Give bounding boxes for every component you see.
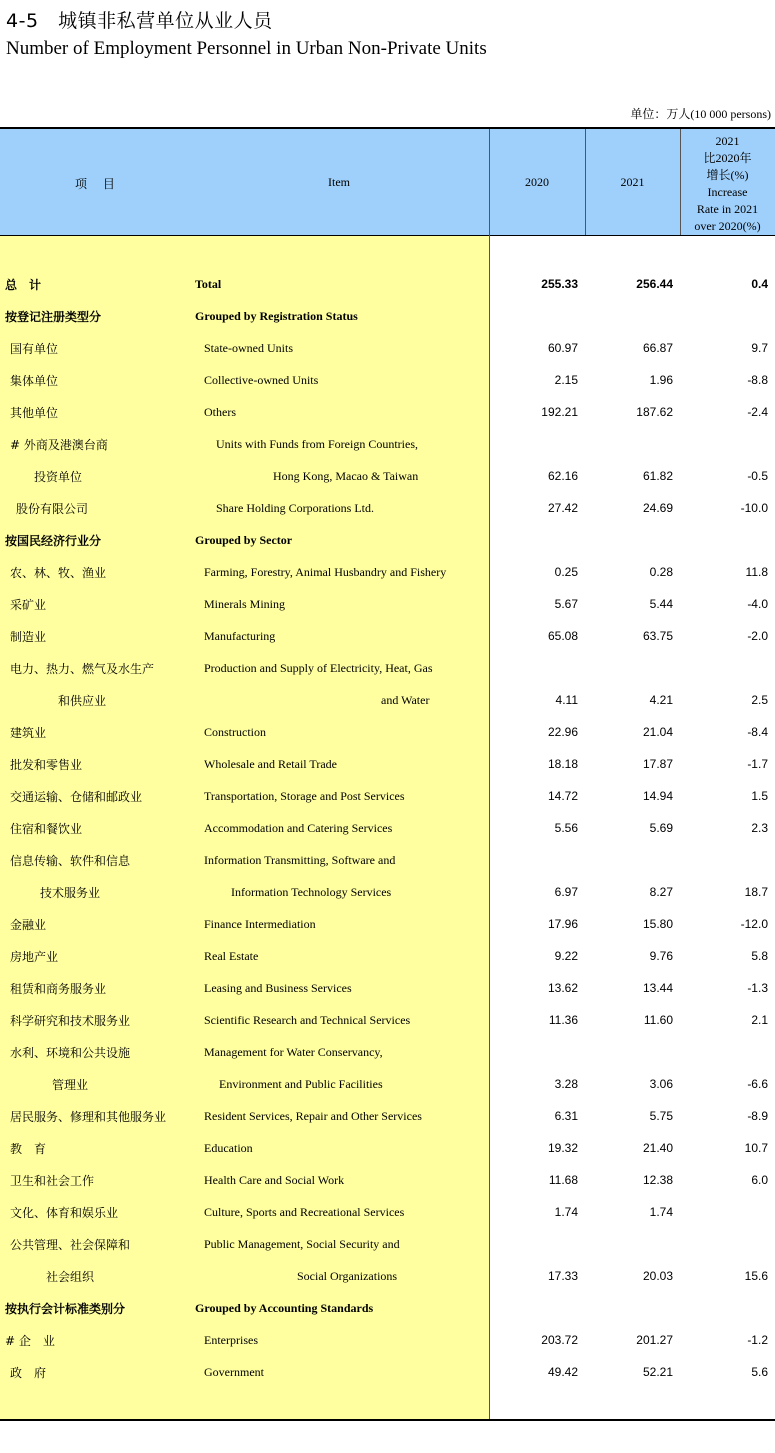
value-2020: 27.42 xyxy=(547,501,578,515)
value-2020: 49.42 xyxy=(547,1365,578,1379)
value-2021: 4.21 xyxy=(649,693,673,707)
row-label-cn: 交通运输、仓储和邮政业 xyxy=(10,790,143,804)
value-rate: 1.5 xyxy=(751,789,768,803)
row-label-en: Minerals Mining xyxy=(204,597,285,611)
table-title-cn xyxy=(6,6,273,33)
table-row xyxy=(0,332,775,364)
value-2021: 5.44 xyxy=(649,597,673,611)
value-rate: -1.2 xyxy=(747,1333,768,1347)
table-row xyxy=(0,1068,775,1100)
unit-cn: 单位：万人 xyxy=(630,107,691,121)
row-label-cn: 其他单位 xyxy=(10,406,59,420)
row-label-cn: 按登记注册类型分 xyxy=(5,310,102,324)
table-row xyxy=(0,1228,775,1260)
header-item-en: Item xyxy=(328,175,350,189)
table-row xyxy=(0,844,775,876)
row-label-en: Production and Supply of Electricity, Heat, Gas xyxy=(204,661,433,675)
value-2021: 3.06 xyxy=(649,1077,673,1091)
header-rate-line: 增长(%) xyxy=(706,168,749,182)
row-label-cn: 文化、体育和娱乐业 xyxy=(10,1206,119,1220)
table-row xyxy=(0,1132,775,1164)
table-row xyxy=(0,1036,775,1068)
value-rate: -8.4 xyxy=(747,725,768,739)
value-rate: -6.6 xyxy=(747,1077,768,1091)
value-2020: 11.36 xyxy=(548,1013,578,1027)
row-label-cn: 卫生和社会工作 xyxy=(10,1174,95,1188)
row-label-cn: 和供应业 xyxy=(58,694,107,708)
row-label-en: Units with Funds from Foreign Countries, xyxy=(216,437,419,451)
value-rate: -1.3 xyxy=(747,981,768,995)
table-row xyxy=(0,268,775,300)
value-2021: 17.87 xyxy=(642,757,673,771)
row-label-en: Manufacturing xyxy=(204,629,276,643)
table-row xyxy=(0,1004,775,1036)
value-2021: 187.62 xyxy=(636,405,673,419)
table-row xyxy=(0,716,775,748)
value-rate: 10.7 xyxy=(744,1141,768,1155)
value-2021: 201.27 xyxy=(636,1333,673,1347)
value-rate: -0.5 xyxy=(747,469,768,483)
value-rate: 5.8 xyxy=(751,949,768,963)
value-2020: 6.31 xyxy=(554,1109,578,1123)
value-2021: 61.82 xyxy=(642,469,673,483)
row-label-cn: 住宿和餐饮业 xyxy=(10,822,83,836)
value-2021: 1.96 xyxy=(649,373,673,387)
value-2021: 20.03 xyxy=(642,1269,673,1283)
row-label-en: Grouped by Registration Status xyxy=(195,309,358,323)
row-label-cn: 管理业 xyxy=(52,1078,89,1092)
value-2020: 13.62 xyxy=(547,981,578,995)
table-row xyxy=(0,1100,775,1132)
row-label-en: Farming, Forestry, Animal Husbandry and Fishery xyxy=(204,565,447,579)
value-rate: 2.1 xyxy=(751,1013,768,1027)
row-label-en: Information Transmitting, Software and xyxy=(204,853,396,867)
header-rate-line: 比2020年 xyxy=(703,151,752,165)
value-2021: 21.04 xyxy=(642,725,673,739)
row-label-en: Government xyxy=(204,1365,264,1379)
value-rate: -8.9 xyxy=(747,1109,768,1123)
value-2021: 14.94 xyxy=(642,789,673,803)
table-row xyxy=(0,652,775,684)
row-label-cn: 公共管理、社会保障和 xyxy=(10,1238,131,1252)
table-row xyxy=(0,1260,775,1292)
value-2020: 17.33 xyxy=(547,1269,578,1283)
row-label-en: Grouped by Accounting Standards xyxy=(195,1301,374,1315)
table-row xyxy=(0,908,775,940)
table-title-en: Number of Employment Personnel in Urban Non-Private Units xyxy=(6,38,487,59)
value-2020: 22.96 xyxy=(547,725,578,739)
value-rate: 5.6 xyxy=(751,1365,768,1379)
row-label-en: Leasing and Business Services xyxy=(204,981,352,995)
value-rate: 2.5 xyxy=(751,693,768,707)
value-rate: -1.7 xyxy=(747,757,768,771)
bottom-rule xyxy=(0,1419,775,1421)
value-2020: 60.97 xyxy=(547,341,578,355)
row-label-en: Health Care and Social Work xyxy=(204,1173,345,1187)
table-row xyxy=(0,1164,775,1196)
value-2021: 21.40 xyxy=(642,1141,673,1155)
value-2020: 255.33 xyxy=(541,277,578,291)
value-rate: 18.7 xyxy=(744,885,768,899)
header-rate-line: over 2020(%) xyxy=(694,219,761,233)
row-label-cn: 采矿业 xyxy=(10,598,47,612)
header-rate-line: Increase xyxy=(707,185,748,199)
table-row xyxy=(0,428,775,460)
value-2020: 18.18 xyxy=(547,757,578,771)
value-rate: -12.0 xyxy=(740,917,768,931)
row-label-cn: 投资单位 xyxy=(34,470,83,484)
header-item-cn: 项 目 xyxy=(75,177,121,191)
row-label-en: State-owned Units xyxy=(204,341,293,355)
value-2020: 3.28 xyxy=(554,1077,578,1091)
row-label-en: Management for Water Conservancy, xyxy=(204,1045,383,1059)
row-label-en: Construction xyxy=(204,725,266,739)
value-2021: 15.80 xyxy=(642,917,673,931)
value-2021: 1.74 xyxy=(649,1205,673,1219)
row-label-en: Finance Intermediation xyxy=(204,917,316,931)
value-rate: 9.7 xyxy=(751,341,768,355)
row-label-en: Accommodation and Catering Services xyxy=(204,821,393,835)
row-label-cn: 科学研究和技术服务业 xyxy=(10,1014,131,1028)
table-row xyxy=(0,972,775,1004)
value-2020: 17.96 xyxy=(547,917,578,931)
row-label-cn: 教 育 xyxy=(10,1142,47,1156)
row-label-en: Total xyxy=(195,277,222,291)
row-label-cn: 政 府 xyxy=(10,1366,47,1380)
table-row xyxy=(0,460,775,492)
unit-note xyxy=(630,105,771,122)
value-2021: 52.21 xyxy=(642,1365,673,1379)
table-row xyxy=(0,300,775,332)
table-row xyxy=(0,524,775,556)
value-2021: 12.38 xyxy=(642,1173,673,1187)
row-label-cn: 国有单位 xyxy=(10,342,59,356)
row-label-en: Hong Kong, Macao & Taiwan xyxy=(273,469,419,483)
table-row xyxy=(0,556,775,588)
value-2021: 24.69 xyxy=(642,501,673,515)
value-2020: 5.67 xyxy=(554,597,578,611)
row-label-en: Culture, Sports and Recreational Services xyxy=(204,1205,405,1219)
header-rate-line: 2021 xyxy=(715,134,740,148)
value-2020: 1.74 xyxy=(554,1205,578,1219)
value-2021: 5.69 xyxy=(649,821,673,835)
value-rate: 6.0 xyxy=(751,1173,768,1187)
header-rule xyxy=(0,235,775,236)
value-2020: 203.72 xyxy=(541,1333,578,1347)
row-label-cn: 金融业 xyxy=(10,918,47,932)
header-rate xyxy=(680,133,775,235)
value-2020: 14.72 xyxy=(547,789,578,803)
row-label-cn: 社会组织 xyxy=(46,1270,95,1284)
table-row xyxy=(0,940,775,972)
value-2021: 0.28 xyxy=(649,565,673,579)
row-label-cn: 按国民经济行业分 xyxy=(5,534,102,548)
table-row xyxy=(0,1324,775,1356)
value-2020: 4.11 xyxy=(555,693,578,707)
value-2021: 5.75 xyxy=(649,1109,673,1123)
value-rate: -4.0 xyxy=(747,597,768,611)
value-2020: 5.56 xyxy=(554,821,578,835)
value-2020: 192.21 xyxy=(541,405,578,419)
value-2020: 9.22 xyxy=(554,949,578,963)
value-rate: 11.8 xyxy=(745,565,768,579)
row-label-en: Social Organizations xyxy=(297,1269,398,1283)
row-label-en: Real Estate xyxy=(204,949,259,963)
row-label-cn: # 企 业 xyxy=(5,1334,55,1348)
value-2020: 62.16 xyxy=(547,469,578,483)
value-rate: -2.4 xyxy=(747,405,768,419)
table-row xyxy=(0,492,775,524)
row-label-cn: 电力、热力、燃气及水生产 xyxy=(10,662,155,676)
value-2020: 65.08 xyxy=(547,629,578,643)
table-row xyxy=(0,684,775,716)
table-row xyxy=(0,748,775,780)
table-row xyxy=(0,620,775,652)
row-label-cn: 房地产业 xyxy=(10,950,59,964)
table-row xyxy=(0,876,775,908)
row-label-en: Information Technology Services xyxy=(231,885,392,899)
row-label-cn: 租赁和商务服务业 xyxy=(10,982,107,996)
row-label-en: and Water xyxy=(381,693,430,707)
table-row xyxy=(0,780,775,812)
table-number: 4-5 xyxy=(6,10,39,32)
value-rate: 0.4 xyxy=(751,277,768,291)
row-label-en: Public Management, Social Security and xyxy=(204,1237,400,1251)
row-label-cn: 建筑业 xyxy=(10,726,47,740)
row-label-cn: 按执行会计标准类别分 xyxy=(5,1302,126,1316)
value-2021: 63.75 xyxy=(642,629,673,643)
value-2021: 66.87 xyxy=(642,341,673,355)
table-row xyxy=(0,588,775,620)
value-2021: 11.60 xyxy=(643,1013,673,1027)
row-label-cn: 水利、环境和公共设施 xyxy=(10,1046,131,1060)
table-row xyxy=(0,1196,775,1228)
row-label-cn: 集体单位 xyxy=(10,374,59,388)
value-rate: 2.3 xyxy=(751,821,768,835)
row-label-en: Enterprises xyxy=(204,1333,258,1347)
table-row xyxy=(0,812,775,844)
title-text-cn: 城镇非私营单位从业人员 xyxy=(58,10,273,32)
value-2020: 0.25 xyxy=(554,565,578,579)
table-row xyxy=(0,1356,775,1388)
value-2020: 6.97 xyxy=(554,885,578,899)
row-label-cn: 批发和零售业 xyxy=(10,758,83,772)
value-2021: 13.44 xyxy=(642,981,673,995)
row-label-cn: 股份有限公司 xyxy=(16,502,89,516)
table-row xyxy=(0,396,775,428)
row-label-cn: 居民服务、修理和其他服务业 xyxy=(10,1110,167,1124)
row-label-cn: 总 计 xyxy=(5,278,42,292)
row-label-en: Others xyxy=(204,405,236,419)
row-label-en: Collective-owned Units xyxy=(204,373,319,387)
row-label-en: Transportation, Storage and Post Services xyxy=(204,789,405,803)
value-rate: -10.0 xyxy=(740,501,768,515)
row-label-cn: 制造业 xyxy=(10,630,47,644)
header-2020: 2020 xyxy=(525,175,549,189)
unit-en: (10 000 persons) xyxy=(690,107,771,121)
value-rate: -8.8 xyxy=(747,373,768,387)
row-label-cn: # 外商及港澳台商 xyxy=(10,438,108,452)
row-label-cn: 技术服务业 xyxy=(40,886,101,900)
row-label-cn: 农、林、牧、渔业 xyxy=(10,566,107,580)
row-label-en: Environment and Public Facilities xyxy=(219,1077,383,1091)
value-2020: 19.32 xyxy=(547,1141,578,1155)
table-row xyxy=(0,364,775,396)
value-2020: 2.15 xyxy=(554,373,578,387)
value-rate: -2.0 xyxy=(747,629,768,643)
header-rate-line: Rate in 2021 xyxy=(696,202,759,216)
value-2020: 11.68 xyxy=(548,1173,578,1187)
header-2021: 2021 xyxy=(620,175,645,189)
value-2021: 256.44 xyxy=(636,277,673,291)
row-label-en: Resident Services, Repair and Other Services xyxy=(204,1109,422,1123)
row-label-en: Wholesale and Retail Trade xyxy=(204,757,337,771)
value-2021: 8.27 xyxy=(649,885,673,899)
row-label-en: Grouped by Sector xyxy=(195,533,293,547)
value-rate: 15.6 xyxy=(744,1269,768,1283)
row-label-en: Education xyxy=(204,1141,253,1155)
value-2021: 9.76 xyxy=(649,949,673,963)
row-label-en: Scientific Research and Technical Services xyxy=(204,1013,411,1027)
row-label-en: Share Holding Corporations Ltd. xyxy=(216,501,374,515)
row-label-cn: 信息传输、软件和信息 xyxy=(10,854,131,868)
table-row xyxy=(0,1292,775,1324)
